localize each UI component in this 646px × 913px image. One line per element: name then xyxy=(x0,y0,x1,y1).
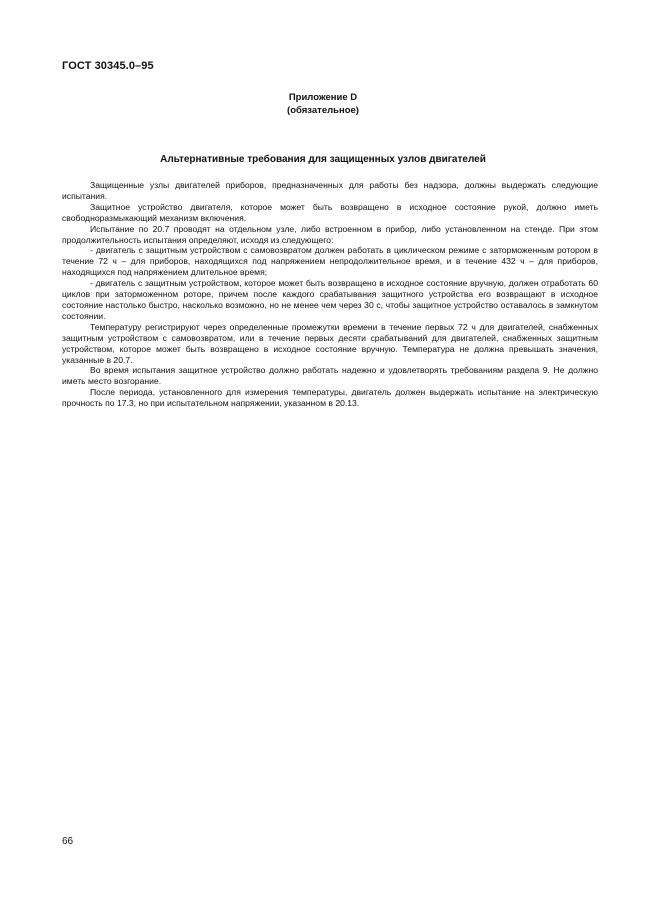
paragraph: Защищенные узлы двигателей приборов, предназначенных для работы без надзора, должны выдержать следующие испытания. xyxy=(62,180,598,201)
appendix-heading xyxy=(0,91,646,117)
paragraph: Температуру регистрируют через определенные промежутки времени в течение первых 72 ч для двигателей, снабженных защитным устройством с самовозвратом, или в течение первых десяти срабатываний для двигателей, снабженных защитным устройством, которое может быть возвращено в исходное состояние вручную. Температура не должна превышать значения, указанные в 20.7. xyxy=(62,321,598,365)
body-text xyxy=(62,180,598,409)
section-title: Альтернативные требования для защищенных узлов двигателей xyxy=(160,154,486,165)
appendix-status: (обязательное) xyxy=(287,105,359,116)
list-item: - двигатель с защитным устройством с самовозвратом должен работать в циклическом режиме с заторможенным ротором в течение 72 ч – для приборов, находящихся под напряжением непродолжительное время, и в течение 432 ч – для приборов, находящихся под напряжением длительное время; xyxy=(62,245,598,278)
paragraph: Во время испытания защитное устройство должно работать надежно и удовлетворять требованиям раздела 9. Не должно иметь место возгорание. xyxy=(62,365,598,387)
page-number: 66 xyxy=(62,836,74,847)
standard-code: ГОСТ 30345.0–95 xyxy=(62,60,154,72)
list-item: - двигатель с защитным устройством, которое может быть возвращено в исходное состояние вручную, должен отработать 60 циклов при заторможенном роторе, причем после каждого срабатывания защитного устройства его возвращают в исходное состояние настолько быстро, насколько возможно, но не менее чем через 30 с, чтобы защитное устройство оставалось в замкнутом состоянии. xyxy=(62,278,598,321)
paragraph: После периода, установленного для измерения температуры, двигатель должен выдержать испытание на электрическую прочность по 17.3, но при испытательном напряжении, указанном в 20.13. xyxy=(62,387,598,409)
appendix-label: Приложение D xyxy=(288,92,358,103)
paragraph: Защитное устройство двигателя, которое может быть возвращено в исходное состояние рукой, должно иметь свободноразмыкающий механизм включения. xyxy=(62,201,598,223)
paragraph: Испытание по 20.7 проводят на отдельном узле, либо встроенном в прибор, либо установленном на стенде. При этом продолжительность испытания определяют, исходя из следующего: xyxy=(62,223,598,245)
